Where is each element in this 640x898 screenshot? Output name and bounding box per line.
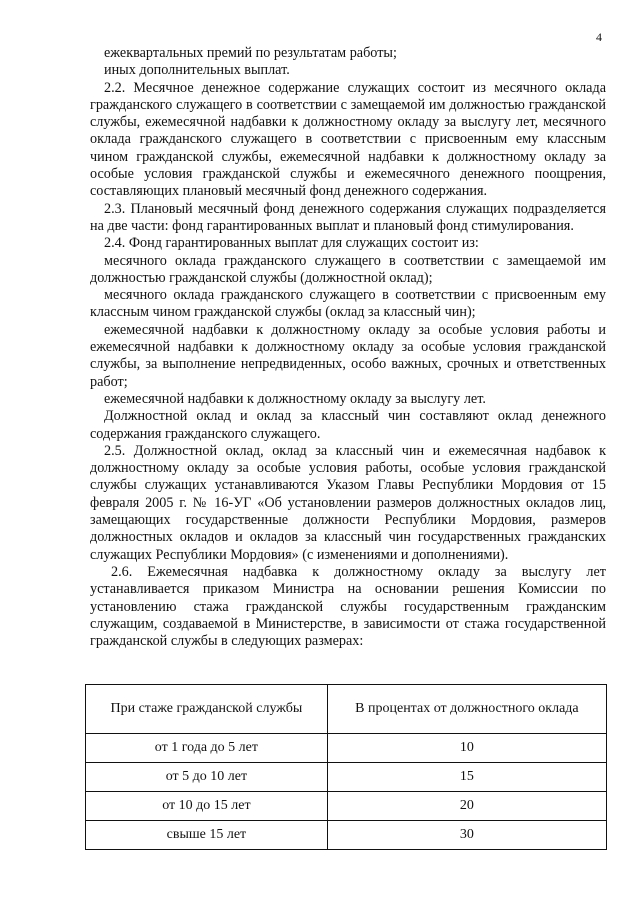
header-percent: В процентах от должностного оклада [327,685,606,734]
header-seniority: При стаже гражданской службы [86,685,328,734]
table-row [86,734,607,763]
paragraph: ежемесячной надбавки к должностному окладу за особые условия работы и ежемесячной надбавки к должностному окладу за особые условия гражданской службы, за выполнение непредвиденных, особо важных, срочных и ответственных работ; [90,321,606,390]
paragraph: 2.5. Должностной оклад, оклад за классный чин и ежемесячная надбавок к должностному окладу за особые условия работы, особые условия гражданской службы служащих устанавливаются Указом Главы Республики Мордовия от 15 февраля 2005 г. № 16-УГ «Об установлении размеров должностных окладов лиц, замещающих государственные должности Республики Мордовия, размеров должностных окладов и окладов за классный чин государственных гражданских служащих Республики Мордовия» (с изменениями и дополнениями). [90,442,606,563]
seniority-cell: свыше 15 лет [86,821,328,850]
percent-cell: 10 [327,734,606,763]
document-body [90,45,606,650]
seniority-cell: от 5 до 10 лет [86,763,328,792]
paragraph: ежеквартальных премий по результатам работы; [104,45,397,61]
seniority-cell: от 10 до 15 лет [86,792,328,821]
page-number: 4 [596,30,602,44]
percent-cell: 15 [327,763,606,792]
paragraph: Должностной оклад и оклад за классный чин составляют оклад денежного содержания гражданского служащего. [90,408,606,442]
percent-cell: 20 [327,792,606,821]
table-body [86,734,607,850]
paragraph: месячного оклада гражданского служащего в соответствии с присвоенным ему классным чином гражданской службы (оклад за классный чин); [90,287,606,321]
paragraph: 2.6. Ежемесячная надбавка к должностному окладу за выслугу лет устанавливается приказом Министра на основании решения Комиссии по установлению стажа гражданской службы государственным гражданским служащим, создаваемой в Министерстве, в зависимости от стажа государственной гражданской службы в следующих размерах: [90,563,606,650]
percent-cell: 30 [327,821,606,850]
paragraph: иных дополнительных выплат. [104,62,290,79]
table-row [86,792,607,821]
seniority-cell: от 1 года до 5 лет [86,734,328,763]
paragraph: 2.2. Месячное денежное содержание служащих состоит из месячного оклада гражданского служащего в соответствии с замещаемой им должностью гражданской службы, ежемесячной надбавки к должностному окладу за выслугу лет, месячного оклада гражданского служащего в соответствии с присвоенным ему классным чином гражданской службы, ежемесячной надбавки к должностному окладу за особые условия гражданской службы и ежемесячного денежного поощрения, составляющих плановый месячный фонд денежного содержания. [90,79,606,200]
paragraph: 2.3. Плановый месячный фонд денежного содержания служащих подразделяется на две части: фонд гарантированных выплат и плановый фонд стимулирования. [90,200,606,234]
seniority-table [85,684,607,850]
table-header-row [86,685,607,734]
table-row [86,763,607,792]
paragraph: ежемесячной надбавки к должностному окладу за выслугу лет. [104,390,486,407]
table-row [86,821,607,850]
paragraph: месячного оклада гражданского служащего в соответствии с замещаемой им должностью гражданской службы (должностной оклад); [90,252,606,286]
paragraph: 2.4. Фонд гарантированных выплат для служащих состоит из: [104,235,479,252]
